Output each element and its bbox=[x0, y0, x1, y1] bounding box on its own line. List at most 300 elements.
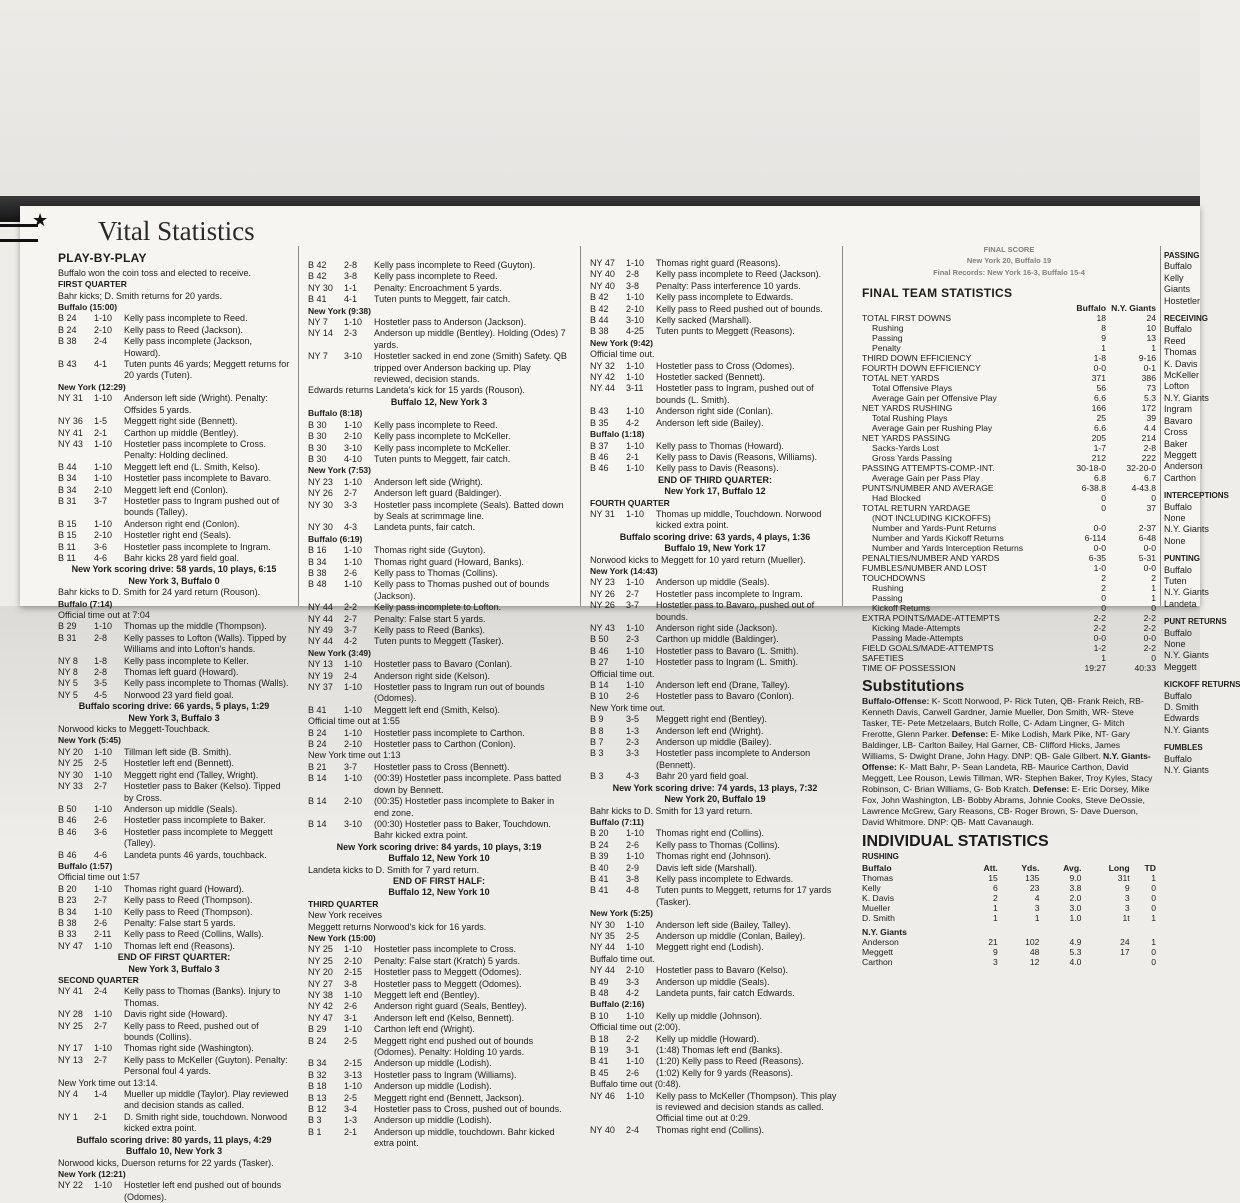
side-item: Meggett bbox=[1164, 449, 1197, 460]
play-spot: NY 17 bbox=[58, 1043, 83, 1054]
pbp-column-1 bbox=[58, 206, 290, 1202]
play-spot: NY 13 bbox=[58, 1054, 83, 1065]
play-row bbox=[308, 773, 570, 796]
team-stat-label: NET YARDS PASSING bbox=[862, 432, 951, 443]
play-text: Bahr 20 yard field goal. bbox=[656, 771, 749, 782]
team-stat-row bbox=[862, 573, 1156, 583]
play-text: Landeta punts, fair catch. bbox=[374, 522, 476, 533]
rushing-value: 4 bbox=[1034, 892, 1040, 903]
play-row bbox=[308, 283, 570, 294]
play-spot: B 41 bbox=[590, 873, 609, 884]
play-row bbox=[590, 634, 840, 645]
subs-nyg-label: N.Y. Giants-Offense: bbox=[862, 751, 1151, 773]
play-row bbox=[308, 488, 570, 499]
team-stat-label: Number and Yards-Punt Returns bbox=[872, 522, 997, 533]
play-row bbox=[58, 633, 290, 656]
play-text: Hostetler left end (Bennett). bbox=[124, 758, 235, 769]
team-stat-label: Passing bbox=[872, 592, 903, 603]
possession-heading: New York (9:38) bbox=[308, 305, 371, 316]
play-text: Hostetler pass to Bavaro (Conlan). bbox=[374, 659, 513, 670]
team-stat-nyg: 172 bbox=[1141, 402, 1156, 413]
play-down: 3-7 bbox=[626, 600, 640, 611]
side-item: K. Davis bbox=[1164, 358, 1198, 369]
play-down: 4-5 bbox=[94, 689, 108, 700]
play-row bbox=[590, 977, 840, 988]
play-spot: NY 7 bbox=[308, 317, 328, 328]
play-row bbox=[308, 1070, 570, 1081]
play-row bbox=[308, 1001, 570, 1012]
possession-heading: New York (14:43) bbox=[590, 565, 658, 576]
play-row bbox=[58, 1180, 290, 1203]
score-line: New York 3, Buffalo 0 bbox=[128, 575, 220, 586]
possession-heading: Buffalo (1:57) bbox=[58, 860, 113, 871]
team-stat-buffalo: 371 bbox=[1091, 372, 1106, 383]
rushing-value: 9 bbox=[993, 946, 998, 957]
subs-nyg-def-label: Defense: bbox=[1032, 784, 1070, 795]
column-divider bbox=[298, 246, 299, 606]
play-text: Hostetler pass incomplete to Carthon. bbox=[374, 727, 525, 738]
play-text: Kelly pass incomplete (Jackson, Howard). bbox=[124, 336, 253, 358]
pbp-note: New York time out 1:13 bbox=[308, 750, 401, 761]
play-text: Kelly pass to Reed (Jackson). bbox=[124, 324, 244, 335]
play-text: Kelly pass to Thomas (Collins). bbox=[656, 839, 780, 850]
team-a-header: Buffalo bbox=[1076, 302, 1106, 313]
play-row bbox=[590, 372, 840, 383]
play-down: 2-10 bbox=[626, 965, 645, 976]
team-stat-nyg: 5-31 bbox=[1138, 552, 1156, 563]
side-heading: PASSING bbox=[1164, 251, 1200, 260]
pbp-column-3 bbox=[590, 206, 840, 1135]
play-row bbox=[590, 851, 840, 862]
team-stat-row bbox=[862, 403, 1156, 413]
play-spot: B 38 bbox=[590, 326, 609, 337]
play-down: 1-8 bbox=[94, 655, 108, 666]
play-down: 2-7 bbox=[344, 613, 358, 624]
play-text: Thomas right end (Collins). bbox=[656, 828, 765, 839]
play-row bbox=[58, 1043, 290, 1054]
rushing-value: 9.0 bbox=[1069, 872, 1082, 883]
team-stat-buffalo: 25 bbox=[1096, 412, 1106, 423]
play-spot: NY 44 bbox=[590, 383, 615, 394]
subs-nyg-defense: E- Eric Dorsey, Mike Fox, John Washington, LB- Bobby Abrams, Johnie Cooks, Steve DeOssie, Lawrence McGrew, Gary Reasons, CB- Roger Brown, S- Dave Duerson, David Whitmore. DNP: QB- Matt Cavanaugh. bbox=[862, 784, 1150, 828]
play-spot: B 24 bbox=[590, 839, 609, 850]
team-b-header: N.Y. Giants bbox=[1111, 302, 1156, 313]
play-row bbox=[308, 682, 570, 705]
possession-heading: Buffalo (15:00) bbox=[58, 302, 118, 313]
rushing-header bbox=[862, 863, 1156, 873]
play-down: 3-8 bbox=[344, 271, 358, 282]
play-row bbox=[58, 428, 290, 439]
team-stat-buffalo: 166 bbox=[1091, 402, 1106, 413]
team-stat-buffalo: 2-2 bbox=[1093, 622, 1106, 633]
side-item: Giants bbox=[1164, 284, 1191, 295]
play-row bbox=[308, 579, 570, 602]
play-row bbox=[58, 416, 290, 427]
team-stats-header bbox=[862, 303, 1156, 313]
rusher-name: D. Smith bbox=[862, 912, 895, 923]
play-text: Thomas left end (Reasons). bbox=[124, 940, 236, 951]
team-stat-label: Number and Yards Interception Returns bbox=[872, 542, 1024, 553]
play-text: Hostetler pass to Ingram (L. Smith). bbox=[656, 657, 799, 668]
play-row bbox=[58, 758, 290, 769]
play-spot: B 3 bbox=[590, 748, 604, 759]
play-text: Kelly sacked (Marshall). bbox=[656, 315, 752, 326]
team-stat-buffalo: 205 bbox=[1091, 432, 1106, 443]
play-spot: B 33 bbox=[58, 929, 77, 940]
side-item: Baker bbox=[1164, 438, 1188, 449]
quarter-heading: SECOND QUARTER bbox=[58, 975, 139, 985]
play-down: 3-3 bbox=[626, 976, 640, 987]
team-stat-nyg: 37 bbox=[1146, 502, 1156, 513]
play-spot: NY 31 bbox=[590, 508, 615, 519]
play-row bbox=[308, 294, 570, 305]
play-text: Hostetler pass to Bavaro (Kelso). bbox=[656, 965, 789, 976]
play-text: Anderson up middle (Lodish). bbox=[374, 1115, 492, 1126]
play-down: 2-3 bbox=[344, 328, 358, 339]
side-item: D. Smith bbox=[1164, 702, 1199, 713]
pbp-note: Buffalo time out. bbox=[590, 953, 655, 964]
play-down: 1-10 bbox=[626, 508, 645, 519]
play-text: Hostetler left end pushed out of bounds (Odomes). bbox=[124, 1180, 282, 1202]
play-row bbox=[590, 292, 840, 303]
play-down: 1-10 bbox=[344, 944, 363, 955]
play-text: Kelly pass to Davis (Reasons). bbox=[656, 463, 779, 474]
side-column bbox=[1164, 206, 1240, 776]
play-down: 2-5 bbox=[344, 1092, 358, 1103]
side-item: N.Y. Giants bbox=[1164, 724, 1209, 735]
play-row bbox=[590, 361, 840, 372]
team-stat-label: PENALTIES/NUMBER AND YARDS bbox=[862, 552, 1000, 563]
play-row bbox=[590, 931, 840, 942]
play-row bbox=[308, 545, 570, 556]
side-item: Reed bbox=[1164, 335, 1186, 346]
team-stat-row bbox=[862, 433, 1156, 443]
team-stat-buffalo: 1 bbox=[1101, 652, 1106, 663]
play-down: 2-6 bbox=[626, 839, 640, 850]
team-stat-buffalo: 0-0 bbox=[1093, 522, 1106, 533]
play-down: 2-8 bbox=[94, 632, 108, 643]
team-stat-label: Kicking Made-Attempts bbox=[872, 622, 961, 633]
play-spot: NY 25 bbox=[308, 955, 333, 966]
rushing-value: 15 bbox=[988, 872, 998, 883]
play-down: 1-10 bbox=[626, 360, 645, 371]
subs-buffalo-def-label: Defense: bbox=[951, 729, 989, 740]
play-text: Penalty: False start (Kratch) 5 yards. bbox=[374, 955, 521, 966]
play-spot: NY 43 bbox=[58, 438, 83, 449]
play-text: Carthon up middle (Baldinger). bbox=[656, 634, 779, 645]
play-row bbox=[590, 623, 840, 634]
rushing-value: 24 bbox=[1120, 936, 1130, 947]
team-stat-buffalo: 1-7 bbox=[1093, 442, 1106, 453]
play-text: Thomas right side (Guyton). bbox=[374, 545, 486, 556]
play-row bbox=[308, 1081, 570, 1092]
possession-heading: New York (9:42) bbox=[590, 337, 653, 348]
play-row bbox=[308, 705, 570, 716]
play-row bbox=[590, 600, 840, 623]
team-stat-buffalo: 1-0 bbox=[1093, 562, 1106, 573]
play-down: 1-10 bbox=[626, 623, 645, 633]
team-stat-row bbox=[862, 563, 1156, 573]
play-row bbox=[590, 1125, 840, 1136]
play-text: Kelly pass to Reed, pushed out of bounds (Collins). bbox=[124, 1020, 259, 1043]
substitutions-heading: Substitutions bbox=[862, 677, 965, 695]
team-stat-nyg: 2 bbox=[1151, 572, 1156, 583]
rushing-value bbox=[1081, 957, 1129, 967]
play-down: 1-10 bbox=[344, 317, 363, 328]
play-down: 4-2 bbox=[344, 636, 358, 647]
play-down: 3-4 bbox=[344, 1104, 358, 1115]
play-row bbox=[308, 796, 570, 819]
team-stat-buffalo: 0 bbox=[1101, 492, 1106, 503]
play-row bbox=[590, 304, 840, 315]
play-text: Hostetler pass to Meggett (Odomes). bbox=[374, 967, 522, 978]
play-row bbox=[590, 726, 840, 737]
side-item: Meggett bbox=[1164, 661, 1197, 672]
play-text: Anderson right guard (Seals, Bentley). bbox=[374, 1001, 527, 1012]
pbp-note: Bahr kicks; D. Smith returns for 20 yards. bbox=[58, 290, 223, 301]
play-text: Meggett left end (Bentley). bbox=[374, 990, 480, 1000]
play-down: 1-10 bbox=[344, 1081, 363, 1092]
play-text: Thomas right guard (Howard, Banks). bbox=[374, 556, 525, 567]
play-down: 1-10 bbox=[94, 940, 113, 951]
play-row bbox=[308, 260, 570, 271]
play-row bbox=[308, 1024, 570, 1035]
team-stat-buffalo: 30-18-0 bbox=[1076, 462, 1106, 473]
play-list bbox=[58, 268, 290, 1203]
play-down: 1-10 bbox=[94, 518, 113, 529]
team-stat-nyg: 0 bbox=[1151, 492, 1156, 503]
play-row bbox=[58, 895, 290, 906]
play-row bbox=[58, 918, 290, 929]
team-stat-nyg: 9-16 bbox=[1138, 352, 1156, 363]
play-text: Thomas right end (Collins). bbox=[656, 1124, 765, 1135]
team-stat-label: PUNTS/NUMBER AND AVERAGE bbox=[862, 482, 994, 493]
play-spot: NY 5 bbox=[58, 689, 78, 700]
play-spot: B 14 bbox=[308, 773, 327, 784]
quarter-heading: FOURTH QUARTER bbox=[590, 497, 670, 508]
play-down: 1-10 bbox=[94, 438, 113, 449]
play-down: 2-3 bbox=[626, 737, 640, 748]
team-stat-nyg: 2-2 bbox=[1143, 612, 1156, 623]
team-stat-label: Sacks-Yards Lost bbox=[872, 442, 939, 453]
play-down: 3-5 bbox=[626, 714, 640, 725]
play-spot: B 13 bbox=[308, 1092, 327, 1103]
possession-heading: Buffalo (6:19) bbox=[308, 533, 363, 544]
team-stat-nyg: 24 bbox=[1146, 312, 1156, 323]
side-item: Anderson bbox=[1164, 461, 1203, 472]
play-text: Kelly up middle (Howard). bbox=[656, 1033, 760, 1044]
subs-buffalo-offense: K- Scott Norwood, P- Rick Tuten, QB- Frank Reich, RB- Kenneth Davis, Carwell Gardner, Jamie Mueller, Don Smith, WR- Steve Tasker, TE- Pete Metzelaars, Butch Rolle, C- Adam Lingner, G- Mitch Frerotte, Glenn Parker. bbox=[862, 696, 1144, 740]
play-spot: B 30 bbox=[308, 419, 327, 430]
side-item: Buffalo bbox=[1164, 261, 1192, 272]
side-item: N.Y. Giants bbox=[1164, 587, 1209, 598]
rushing-value: 48 bbox=[1029, 946, 1040, 957]
play-text: Kelly pass incomplete to McKeller. bbox=[374, 431, 511, 442]
pbp-note: Official time out (2:00). bbox=[590, 1022, 681, 1033]
play-spot: NY 40 bbox=[590, 269, 615, 280]
play-text: Anderson up middle (Lodish). bbox=[374, 1081, 492, 1092]
play-down: 1-10 bbox=[626, 258, 645, 268]
play-spot: B 31 bbox=[58, 495, 77, 506]
play-row bbox=[308, 1104, 570, 1115]
play-down: 2-7 bbox=[94, 1054, 108, 1065]
team-stat-buffalo: 6-38.8 bbox=[1081, 482, 1106, 493]
play-down: 2-1 bbox=[94, 1111, 108, 1122]
side-item: Landeta bbox=[1164, 598, 1197, 609]
scoring-drive: Buffalo scoring drive: 80 yards, 11 plays, 4:29 bbox=[76, 1134, 272, 1145]
play-spot: B 45 bbox=[590, 1067, 609, 1078]
side-item: Edwards bbox=[1164, 713, 1200, 724]
play-row bbox=[308, 614, 570, 625]
rushing-col-header: Yds. bbox=[1021, 862, 1040, 873]
rushing-value: 2.0 bbox=[1069, 892, 1082, 903]
team-stat-buffalo bbox=[1056, 513, 1106, 523]
play-text: Hostetler pass incomplete to Cross. Penalty: Holding declined. bbox=[124, 438, 267, 461]
play-spot: B 34 bbox=[58, 473, 77, 484]
play-text: Anderson left end (Drane, Talley). bbox=[656, 680, 790, 691]
play-row bbox=[308, 328, 570, 351]
team-stat-row bbox=[862, 493, 1156, 503]
play-down: 2-6 bbox=[626, 691, 640, 702]
team-stat-label: Total Rushing Plays bbox=[872, 412, 948, 423]
play-text: Meggett right end pushed out of bounds (Odomes). Penalty: Holding 10 yards. bbox=[374, 1035, 534, 1058]
play-list bbox=[308, 260, 570, 1150]
rusher-name: Anderson bbox=[862, 936, 899, 947]
team-stat-row bbox=[862, 413, 1156, 423]
play-spot: B 38 bbox=[58, 917, 77, 928]
team-stat-nyg: 0 bbox=[1151, 652, 1156, 663]
play-row bbox=[308, 1013, 570, 1024]
play-text: Hostetler sacked in end zone (Smith) Safety. QB tripped over Anderson backing up. Play reviewed, decision stands. bbox=[374, 351, 567, 385]
team-stat-buffalo: 0 bbox=[1101, 602, 1106, 613]
score-line: New York 20, Buffalo 19 bbox=[664, 794, 766, 805]
play-row bbox=[58, 690, 290, 701]
team-stat-row bbox=[862, 313, 1156, 323]
play-text: Kelly pass to Thomas (Howard). bbox=[656, 440, 784, 451]
team-stat-nyg: 1 bbox=[1151, 582, 1156, 593]
team-stat-nyg: 0-0 bbox=[1143, 562, 1156, 573]
rushing-team-row bbox=[862, 923, 1156, 937]
play-text: Hostetler pass incomplete to Baker. bbox=[124, 815, 266, 826]
play-text: Tuten punts to Meggett, fair catch. bbox=[374, 453, 511, 464]
play-down: 1-10 bbox=[626, 851, 645, 862]
play-down: 2-4 bbox=[344, 670, 358, 681]
play-spot: B 27 bbox=[590, 657, 609, 668]
side-item: None bbox=[1164, 535, 1186, 546]
team-stat-row bbox=[862, 323, 1156, 333]
play-row bbox=[590, 965, 840, 976]
score-line: Buffalo 12, New York 10 bbox=[388, 887, 490, 898]
play-row bbox=[590, 748, 840, 771]
play-down: 1-10 bbox=[344, 704, 363, 715]
play-spot: NY 33 bbox=[58, 781, 83, 792]
play-row bbox=[590, 1034, 840, 1045]
play-row bbox=[590, 874, 840, 885]
play-spot: NY 20 bbox=[308, 967, 333, 978]
pbp-note: Official time out 1:57 bbox=[58, 872, 140, 883]
play-spot: B 48 bbox=[308, 579, 327, 590]
play-text: Hostetler pass to Cross (Odomes). bbox=[656, 360, 795, 371]
play-spot: NY 13 bbox=[308, 659, 333, 670]
possession-heading: New York (5:25) bbox=[590, 908, 653, 919]
side-item: Kelly bbox=[1164, 272, 1184, 283]
play-spot: NY 4 bbox=[58, 1089, 78, 1100]
team-stat-row bbox=[862, 603, 1156, 613]
possession-heading: New York (7:53) bbox=[308, 465, 371, 476]
play-text: Hostetler pass incomplete to Ingram. bbox=[124, 541, 271, 552]
side-item: N.Y. Giants bbox=[1164, 392, 1209, 403]
team-stat-row bbox=[862, 393, 1156, 403]
play-row bbox=[308, 636, 570, 647]
play-row bbox=[590, 737, 840, 748]
stats-column bbox=[862, 206, 1156, 967]
play-row bbox=[590, 680, 840, 691]
play-down: 4-3 bbox=[626, 771, 640, 782]
rushing-value: 21 bbox=[988, 936, 998, 947]
play-spot: NY 32 bbox=[590, 360, 615, 371]
play-text: Hostetler pass incomplete to Ingram. bbox=[656, 588, 803, 599]
play-text: Kelly pass incomplete to Lofton. bbox=[374, 602, 502, 613]
play-spot: B 46 bbox=[58, 815, 77, 826]
team-stat-label: TOTAL RETURN YARDAGE bbox=[862, 502, 971, 513]
rushing-value: 102 bbox=[1025, 936, 1040, 947]
play-text: Hostetler right end (Seals). bbox=[124, 530, 232, 541]
team-stat-row bbox=[862, 533, 1156, 543]
score-line: New York 17, Buffalo 12 bbox=[664, 486, 766, 497]
rushing-value: 1 bbox=[1151, 872, 1156, 883]
play-down: 2-3 bbox=[626, 634, 640, 645]
play-down: 3-8 bbox=[626, 280, 640, 291]
play-down: 3-13 bbox=[344, 1069, 363, 1080]
team-stat-nyg: 6-48 bbox=[1138, 532, 1156, 543]
play-row bbox=[308, 500, 570, 523]
play-spot: B 37 bbox=[590, 440, 609, 451]
rushing-value: 0 bbox=[1151, 946, 1156, 957]
play-text: Anderson up middle (Seals). bbox=[656, 577, 770, 588]
play-row bbox=[590, 828, 840, 839]
rusher-name: Mueller bbox=[862, 902, 891, 913]
rushing-row bbox=[862, 893, 1156, 903]
play-text: D. Smith right side, touchdown. Norwood kicked extra point. bbox=[124, 1111, 288, 1134]
play-down: 1-10 bbox=[344, 682, 363, 693]
play-text: Thomas left guard (Howard). bbox=[124, 667, 239, 678]
team-stat-nyg: 6.7 bbox=[1144, 472, 1156, 483]
play-down: 1-10 bbox=[94, 313, 113, 324]
play-spot: NY 36 bbox=[58, 416, 83, 427]
rushing-value: 3 bbox=[1124, 892, 1130, 903]
play-spot: B 41 bbox=[308, 704, 327, 715]
team-stat-row bbox=[862, 353, 1156, 363]
team-stat-row bbox=[862, 643, 1156, 653]
play-down: 2-4 bbox=[94, 336, 108, 347]
play-text: Bahr kicks 28 yard field goal. bbox=[124, 552, 240, 563]
play-spot: B 16 bbox=[308, 545, 327, 556]
rushing-col-header: TD bbox=[1144, 862, 1156, 873]
play-row bbox=[58, 313, 290, 324]
play-text: Thomas right side (Washington). bbox=[124, 1043, 254, 1054]
play-down: 4-10 bbox=[344, 453, 363, 464]
team-stat-buffalo: 0-0 bbox=[1093, 362, 1106, 373]
play-text: Meggett right side (Bennett). bbox=[124, 416, 238, 427]
team-stat-row bbox=[862, 653, 1156, 663]
play-text: Hostetler pass incomplete to Cross. bbox=[374, 944, 517, 955]
side-list bbox=[1164, 250, 1240, 776]
play-down: 2-10 bbox=[94, 484, 113, 495]
team-stat-buffalo: 2 bbox=[1101, 582, 1106, 593]
team-stat-label: Passing Made-Attempts bbox=[872, 632, 964, 643]
team-stat-row bbox=[862, 473, 1156, 483]
play-spot: B 15 bbox=[58, 530, 77, 541]
